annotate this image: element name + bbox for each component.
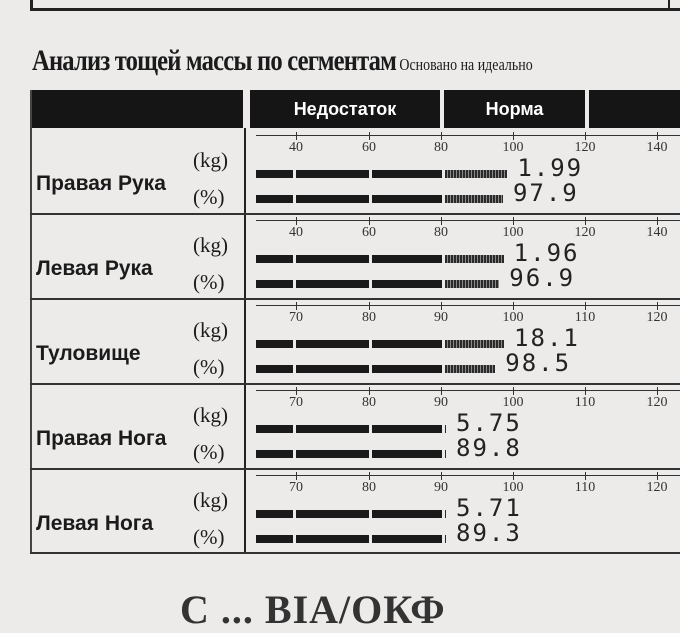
scale-line — [256, 475, 680, 476]
scale-tick-label: 90 — [434, 395, 448, 410]
pct-bar — [256, 195, 442, 203]
pct-bar — [256, 450, 442, 458]
footer-partial-text: С ... BIA/ОКФ — [180, 587, 446, 632]
header-normal-cell — [444, 90, 585, 128]
scale-tick-mark — [513, 387, 514, 395]
scale-line — [256, 390, 680, 391]
scale-tick-mark — [441, 387, 442, 395]
scale-tick-mark — [657, 217, 658, 225]
unit-kg-label: (kg) — [193, 148, 228, 172]
header-normal-label: Норма — [485, 99, 544, 119]
scale-tick-label: 100 — [502, 310, 524, 325]
scale-tick-label: 100 — [502, 395, 524, 410]
kg-bar-overflow — [445, 255, 504, 263]
bar-gap — [369, 510, 372, 518]
pct-bar-overflow — [445, 535, 446, 543]
bar-gap — [369, 340, 372, 348]
scale-tick-label: 120 — [574, 225, 596, 240]
scale-tick-label: 110 — [574, 310, 596, 325]
scale-tick-label: 90 — [434, 310, 448, 325]
pct-bar — [256, 280, 442, 288]
scale-tick-label: 90 — [434, 480, 448, 495]
scale-tick-mark — [441, 302, 442, 310]
scale-tick-label: 70 — [289, 480, 303, 495]
unit-kg-label: (kg) — [193, 403, 228, 427]
scale-tick-label: 70 — [289, 310, 303, 325]
section-subtitle: Основано на идеально — [399, 55, 533, 74]
scale-tick-mark — [296, 387, 297, 395]
scale-tick-mark — [585, 302, 586, 310]
scale-tick-label: 80 — [362, 310, 376, 325]
kg-value: 5.71 — [456, 494, 522, 522]
scale-tick-mark — [296, 302, 297, 310]
header-label-cell — [30, 90, 243, 128]
bar-gap — [293, 255, 296, 263]
scale-tick-label: 80 — [434, 140, 448, 155]
bar-gap — [293, 365, 296, 373]
pct-bar-overflow — [445, 195, 503, 203]
scale-tick-mark — [513, 302, 514, 310]
unit-pct-label: (%) — [193, 355, 225, 379]
bar-gap — [369, 170, 372, 178]
row-separator — [30, 213, 680, 215]
scale-tick-mark — [441, 472, 442, 480]
scale-tick-label: 100 — [502, 225, 524, 240]
bar-gap — [369, 280, 372, 288]
bar-gap — [293, 450, 296, 458]
pct-bar — [256, 365, 442, 373]
scale-line — [256, 220, 680, 221]
unit-pct-label: (%) — [193, 440, 225, 464]
kg-value: 1.99 — [517, 154, 584, 182]
bar-gap — [293, 280, 296, 288]
scale-tick-label: 40 — [289, 225, 303, 240]
scale-tick-mark — [513, 472, 514, 480]
scale-tick-label: 80 — [362, 480, 376, 495]
table-bottom-rule — [30, 552, 680, 554]
scale-tick-label: 120 — [646, 480, 668, 495]
kg-bar — [256, 340, 442, 348]
scale-tick-label: 100 — [502, 140, 524, 155]
kg-bar-overflow — [445, 340, 504, 348]
bar-gap — [369, 450, 372, 458]
kg-bar-overflow — [445, 170, 507, 178]
scale-tick-label: 140 — [646, 225, 668, 240]
section-title — [32, 44, 533, 78]
scale-tick-mark — [585, 217, 586, 225]
pct-value: 89.8 — [456, 434, 522, 462]
scale-tick-label: 140 — [646, 140, 668, 155]
scale-tick-mark — [369, 302, 370, 310]
kg-bar — [256, 255, 442, 263]
scale-tick-mark — [657, 387, 658, 395]
scale-tick-mark — [513, 217, 514, 225]
scale-tick-mark — [296, 217, 297, 225]
unit-pct-label: (%) — [193, 525, 225, 549]
bar-gap — [293, 340, 296, 348]
scale-tick-label: 120 — [646, 395, 668, 410]
segment-name: Левая Рука — [36, 257, 153, 280]
pct-value: 97.9 — [512, 179, 579, 207]
row-separator — [30, 383, 680, 385]
unit-pct-label: (%) — [193, 270, 225, 294]
scale-tick-mark — [369, 217, 370, 225]
scale-tick-label: 80 — [434, 225, 448, 240]
scale-tick-label: 70 — [289, 395, 303, 410]
kg-bar-overflow — [445, 510, 446, 518]
header-low-label: Недостаток — [293, 99, 397, 119]
bar-gap — [369, 255, 372, 263]
scale-tick-mark — [585, 132, 586, 140]
scale-tick-mark — [369, 387, 370, 395]
column-separator — [244, 128, 246, 553]
pct-bar-overflow — [445, 280, 499, 288]
scale-tick-mark — [296, 472, 297, 480]
scale-tick-label: 110 — [574, 480, 596, 495]
table-left-edge — [30, 90, 32, 553]
unit-kg-label: (kg) — [193, 233, 228, 257]
bar-gap — [369, 535, 372, 543]
unit-pct-label: (%) — [193, 185, 225, 209]
scale-tick-mark — [585, 387, 586, 395]
pct-value: 96.9 — [509, 264, 576, 292]
scale-tick-mark — [657, 132, 658, 140]
bar-gap — [293, 510, 296, 518]
bar-gap — [293, 535, 296, 543]
kg-value: 5.75 — [456, 409, 522, 437]
row-separator — [30, 298, 680, 300]
scale-tick-mark — [369, 132, 370, 140]
kg-bar — [256, 170, 442, 178]
scale-line — [256, 305, 680, 306]
segment-name: Левая Нога — [36, 512, 154, 535]
scale-tick-label: 60 — [362, 225, 376, 240]
unit-kg-label: (kg) — [193, 488, 228, 512]
row-separator — [30, 468, 680, 470]
kg-value: 18.1 — [514, 324, 580, 352]
scale-tick-label: 80 — [362, 395, 376, 410]
pct-value: 89.3 — [456, 519, 522, 547]
scale-tick-mark — [657, 302, 658, 310]
pct-bar-overflow — [445, 365, 495, 373]
bar-gap — [369, 425, 372, 433]
bar-gap — [293, 425, 296, 433]
scale-tick-mark — [441, 217, 442, 225]
pct-value: 98.5 — [505, 349, 572, 377]
scale-tick-label: 120 — [646, 310, 668, 325]
scale-tick-mark — [441, 132, 442, 140]
top-rule — [30, 8, 680, 11]
segment-name: Туловище — [36, 342, 141, 365]
scale-tick-label: 110 — [574, 395, 596, 410]
bar-gap — [293, 170, 296, 178]
scale-tick-label: 60 — [362, 140, 376, 155]
scale-tick-label: 120 — [574, 140, 596, 155]
pct-bar-overflow — [445, 450, 446, 458]
scale-tick-mark — [513, 132, 514, 140]
scale-tick-mark — [296, 132, 297, 140]
header-high-cell — [589, 90, 680, 128]
scale-tick-label: 100 — [502, 480, 524, 495]
bar-gap — [369, 195, 372, 203]
kg-bar — [256, 425, 442, 433]
kg-bar-overflow — [445, 425, 446, 433]
header-low-cell — [250, 90, 440, 128]
kg-bar — [256, 510, 442, 518]
segment-name: Правая Нога — [36, 427, 167, 450]
scale-tick-mark — [369, 472, 370, 480]
bar-gap — [369, 365, 372, 373]
segment-name: Правая Рука — [36, 172, 166, 195]
scale-tick-mark — [657, 472, 658, 480]
bar-gap — [293, 195, 296, 203]
section-title-text: Анализ тощей массы по сегментам — [32, 44, 397, 77]
scale-line — [256, 135, 680, 136]
unit-kg-label: (kg) — [193, 318, 228, 342]
scale-tick-label: 40 — [289, 140, 303, 155]
kg-value: 1.96 — [513, 239, 580, 267]
pct-bar — [256, 535, 442, 543]
scale-tick-mark — [585, 472, 586, 480]
